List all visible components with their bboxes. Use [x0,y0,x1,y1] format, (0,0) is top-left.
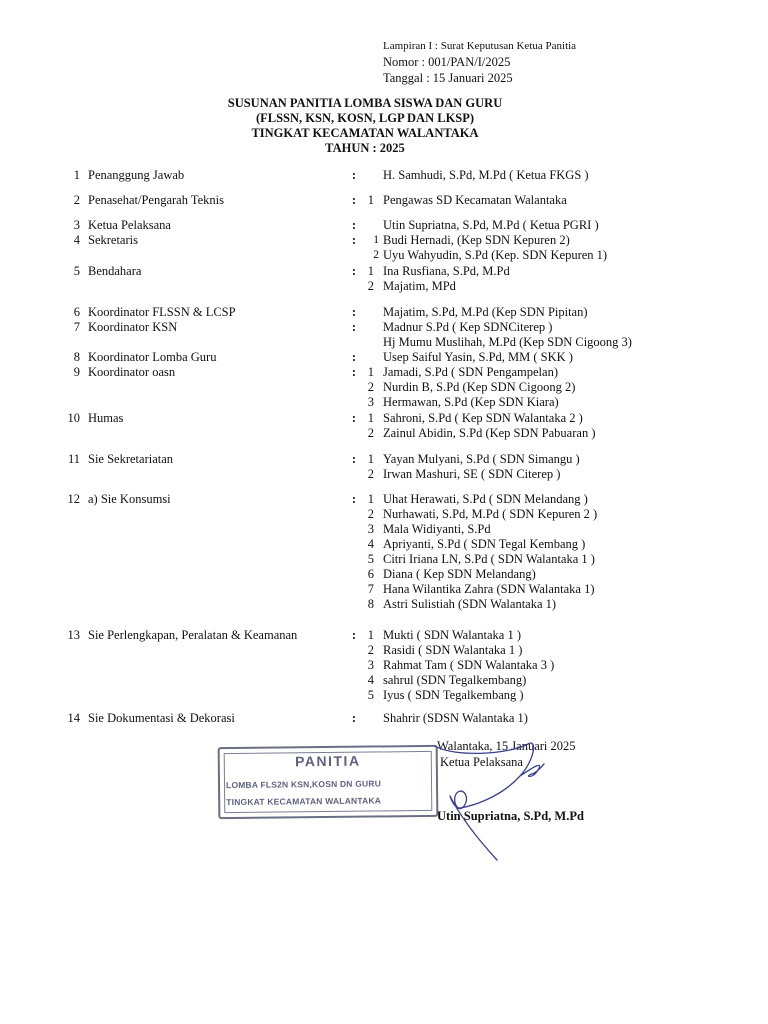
member-line [0,218,768,233]
member-line [0,193,768,208]
member-line [0,628,768,643]
entry-role: Sie Sekretariatan [88,452,174,466]
member-index: 1 [373,234,379,246]
member-index: 2 [367,467,374,481]
member-name: Majatim, MPd [383,279,456,293]
member-line [0,305,768,320]
member-name: Hj Mumu Muslihah, M.Pd (Kep SDN Cigoong 3) [383,335,632,349]
committee-entry [0,264,768,294]
member-name: Utin Supriatna, S.Pd, M.Pd ( Ketua PGRI ) [383,218,599,232]
committee-entry [0,411,768,441]
member-index: 4 [367,673,374,687]
member-name: Madnur S.Pd ( Kep SDNCiterep ) [383,320,553,334]
entry-colon: : [351,233,357,247]
member-index: 2 [367,507,374,521]
committee-entry [0,711,768,726]
member-index: 3 [367,658,374,672]
member-line [0,522,768,537]
member-index: 2 [373,249,379,261]
entry-number: 1 [73,168,80,182]
member-line [0,711,768,726]
entry-number: 8 [73,350,80,364]
entry-role: Koordinator oasn [88,365,176,379]
committee-entry [0,628,768,703]
member-name: Hermawan, S.Pd (Kep SDN Kiara) [383,395,559,409]
handwritten-signature [360,736,580,866]
member-line [0,492,768,507]
entry-number: 5 [73,264,80,278]
member-line [0,168,768,183]
member-name: Nurhawati, S.Pd, M.Pd ( SDN Kepuren 2 ) [383,507,598,521]
member-name: Diana ( Kep SDN Melandang) [383,567,536,581]
entry-number: 14 [67,711,80,725]
title-line-1: SUSUNAN PANITIA LOMBA SISWA DAN GURU [227,96,503,110]
entry-number: 7 [73,320,80,334]
stamp-title: PANITIA [294,752,361,770]
signature-area [0,736,768,866]
member-line [0,365,768,380]
member-index: 5 [367,552,374,566]
committee-entry [0,305,768,320]
member-name: Majatim, S.Pd, M.Pd (Kep SDN Pipitan) [383,305,588,319]
member-line [0,582,768,597]
member-line [0,507,768,522]
member-index: 1 [367,365,374,379]
member-name: Rasidi ( SDN Walantaka 1 ) [383,643,523,657]
entry-colon: : [351,350,357,364]
member-index: 3 [367,522,374,536]
document-header [383,38,576,86]
signature-role: Ketua Pelaksana [440,755,523,769]
committee-entry [0,452,768,482]
entry-colon: : [351,264,357,278]
member-index: 1 [367,264,374,278]
entry-role: Sie Dokumentasi & Dekorasi [88,711,235,725]
member-name: Mukti ( SDN Walantaka 1 ) [383,628,521,642]
member-name: H. Samhudi, S.Pd, M.Pd ( Ketua FKGS ) [383,168,589,182]
committee-entry [0,218,768,233]
member-name: Shahrir (SDSN Walantaka 1) [383,711,528,725]
entry-number: 12 [67,492,80,506]
committee-entry [0,193,768,208]
member-line [0,426,768,441]
entry-colon: : [351,411,357,425]
member-name: Astri Sulistiah (SDN Walantaka 1) [383,597,557,611]
member-index: 4 [367,537,374,551]
member-name: Iyus ( SDN Tegalkembang ) [383,688,524,702]
member-index: 1 [367,628,374,642]
entry-role: Penanggung Jawab [88,168,185,182]
committee-entry [0,233,768,263]
member-name: Sahroni, S.Pd ( Kep SDN Walantaka 2 ) [383,411,583,425]
member-index: 5 [367,688,374,702]
member-name: Rahmat Tam ( SDN Walantaka 3 ) [383,658,555,672]
member-index: 1 [367,193,374,207]
member-index: 6 [367,567,374,581]
entry-role: Ketua Pelaksana [88,218,171,232]
member-line [0,279,768,294]
entry-colon: : [351,711,357,725]
entry-colon: : [351,492,357,506]
entry-colon: : [351,218,357,232]
entry-number: 13 [67,628,80,642]
entry-colon: : [351,365,357,379]
member-name: Uyu Wahyudin, S.Pd (Kep. SDN Kepuren 1) [383,248,608,262]
member-name: Zainul Abidin, S.Pd (Kep SDN Pabuaran ) [383,426,596,440]
title-line-4: TAHUN : 2025 [325,141,405,155]
entry-colon: : [351,168,357,182]
letter-number: Nomor : 001/PAN/I/2025 [383,55,511,69]
entry-colon: : [351,628,357,642]
member-name: Hana Wilantika Zahra (SDN Walantaka 1) [383,582,595,596]
entry-role: Koordinator FLSSN & LCSP [88,305,236,319]
committee-entry [0,365,768,410]
member-name: Ina Rusfiana, S.Pd, M.Pd [383,264,510,278]
member-name: Apriyanti, S.Pd ( SDN Tegal Kembang ) [383,537,586,551]
entry-colon: : [351,305,357,319]
committee-entry [0,350,768,365]
member-index: 7 [367,582,374,596]
member-index: 2 [367,426,374,440]
member-line [0,264,768,279]
member-line [0,350,768,365]
entry-number: 2 [73,193,80,207]
entry-number: 6 [73,305,80,319]
signatory-name: Utin Supriatna, S.Pd, M.Pd [437,809,584,823]
title-line-3: TINGKAT KECAMATAN WALANTAKA [251,126,479,140]
committee-entry [0,320,768,350]
member-index: 3 [367,395,374,409]
attachment-label: Lampiran I : Surat Keputusan Ketua Panitia [383,40,577,52]
entry-role: a) Sie Konsumsi [88,492,171,506]
title-line-2: (FLSSN, KSN, KOSN, LGP DAN LKSP) [255,111,475,125]
member-name: Mala Widiyanti, S.Pd [383,522,491,536]
entry-colon: : [351,452,357,466]
entry-number: 11 [67,452,80,466]
member-line [0,452,768,467]
entry-number: 9 [73,365,80,379]
member-name: Usep Saiful Yasin, S.Pd, MM ( SKK ) [383,350,573,364]
entry-role: Bendahara [88,264,142,278]
stamp-line-2: TINGKAT KECAMATAN WALANTAKA [226,795,382,808]
member-line [0,597,768,612]
member-line [0,467,768,482]
entry-role: Sekretaris [88,233,138,247]
member-index: 2 [367,279,374,293]
member-line [0,658,768,673]
member-line [0,643,768,658]
member-name: Pengawas SD Kecamatan Walantaka [383,193,567,207]
member-name: Uhat Herawati, S.Pd ( SDN Melandang ) [383,492,588,506]
member-name: Citri Iriana LN, S.Pd ( SDN Walantaka 1 ) [383,552,595,566]
entry-role: Sie Perlengkapan, Peralatan & Keamanan [88,628,298,642]
member-line [0,688,768,703]
member-line [0,567,768,582]
member-index: 8 [367,597,374,611]
entry-colon: : [351,320,357,334]
entry-number: 4 [73,233,80,247]
member-line [0,552,768,567]
member-line [0,380,768,395]
signature-place-date: Walantaka, 15 Januari 2025 [437,739,576,753]
letter-date: Tanggal : 15 Januari 2025 [383,71,513,85]
member-name: Irwan Mashuri, SE ( SDN Citerep ) [383,467,561,481]
entry-number: 3 [73,218,80,232]
member-index: 2 [367,380,374,394]
member-line [0,335,768,350]
member-index: 1 [367,452,374,466]
member-line [0,411,768,426]
member-index: 2 [367,643,374,657]
stamp-line-1: LOMBA FLS2N KSN,KOSN DN GURU [225,778,382,791]
entry-role: Humas [88,411,124,425]
document-title [0,96,730,156]
member-name: Jamadi, S.Pd ( SDN Pengampelan) [383,365,558,379]
member-index: 1 [367,492,374,506]
entry-role: Penasehat/Pengarah Teknis [88,193,225,207]
member-line [0,537,768,552]
member-index: 1 [367,411,374,425]
committee-entry [0,168,768,183]
member-name: Yayan Mulyani, S.Pd ( SDN Simangu ) [383,452,580,466]
entry-role: Koordinator KSN [88,320,178,334]
member-line [0,673,768,688]
entry-role: Koordinator Lomba Guru [88,350,217,364]
member-name: Budi Hernadi, (Kep SDN Kepuren 2) [383,233,570,247]
entry-colon: : [351,193,357,207]
member-line [0,395,768,410]
member-line [0,320,768,335]
committee-entry [0,492,768,612]
member-line [0,248,768,263]
member-line [0,233,768,248]
member-name: sahrul (SDN Tegalkembang) [383,673,527,687]
entry-number: 10 [67,411,80,425]
member-name: Nurdin B, S.Pd (Kep SDN Cigoong 2) [383,380,576,394]
